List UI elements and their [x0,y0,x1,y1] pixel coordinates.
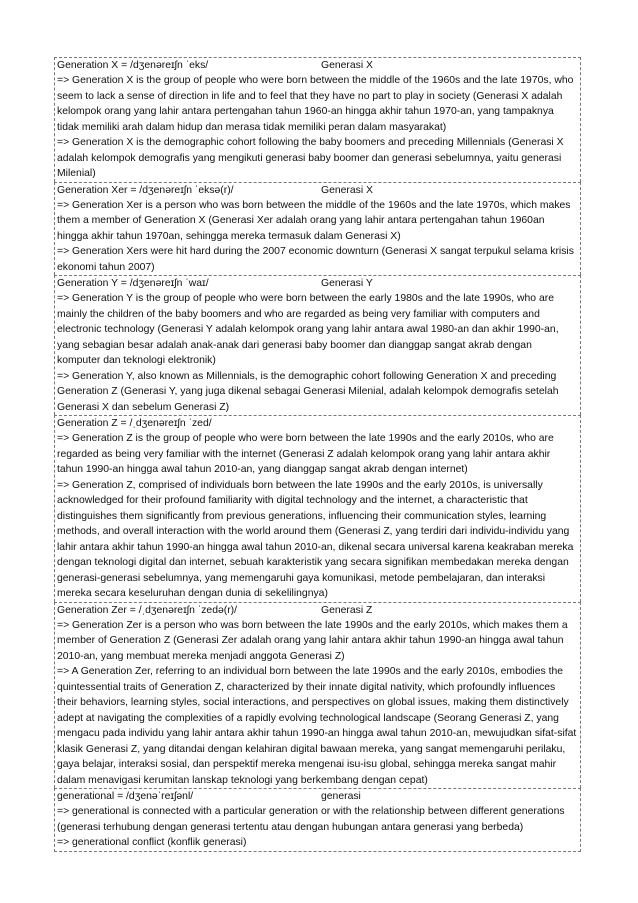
entry-translation: Generasi Y [321,278,373,289]
entry-term: Generation X = /dʒenəreɪʃn ˈeks/ [57,60,209,71]
glossary-entry [54,275,581,415]
glossary-entry [54,602,581,789]
entry-term: Generation Xer = /dʒenəreɪʃn ˈeksə(r)/ [57,184,234,196]
entry-term: Generation Z = /ˌdʒenəreɪʃn ˈzed/ [57,418,212,429]
entry-definition: => Generation Xers were hit hard during the 2007 economic downturn (Generasi X sangat terpukul selama krisis ekonomi tahun 2007) [57,246,574,273]
entry-definition: => Generation Xer is a person who was born between the middle of the 1960s and the late 1970s, which makes them a member of Generation X (Generasi Xer adalah orang yang lahir antara pertengahan tahun 1960an hingga akhir tahun 1970an, sehingga mereka termasuk dalam Generasi X) [57,199,571,242]
entry-translation: generasi [321,791,361,802]
entry-definition: => A Generation Zer, referring to an individual born between the late 1990s and the early 2010s, embodies the quintessential traits of Generation Z, characterized by their innate digital nativity, which profoundly influences their behaviors, learning styles, social interactions, and perspectives on global issues, making them distinctively adept at navigating the complexities of a rapidly evolving technological landscape (Seorang Generasi Z, yang mengacu pada individu yang lahir antara akhir tahun 1990-an hingga awal tahun 2010-an, mewujudkan sifat-sifat klasik Generasi Z, yang ditandai dengan kelahiran digital bawaan mereka, yang sangat memengaruhi perilaku, gaya belajar, interaksi sosial, dan perspektif mereka mengenai isu-isu global, sehingga mereka sangat mahir dalam menavigasi kerumitan lanskap teknologi yang berkembang dengan cepat) [57,666,577,786]
entry-heading [57,789,578,804]
entry-translation: Generasi Z [321,604,373,616]
entry-heading [57,183,578,198]
glossary-entry [54,57,581,182]
entry-definition: => Generation X is the demographic cohort following the baby boomers and preceding Millennials (Generasi X adalah kelompok demografis yang mengikuti generasi baby boomer dan generasi sebelumnya, yaitu generasi Milenial) [57,137,564,179]
dictionary-document [54,57,581,852]
entry-definition: => generational conflict (konflik generasi) [57,837,247,848]
entry-definition: => Generation Y, also known as Millennials, is the demographic cohort following Generation X and preceding Generation Z (Generasi Y, yang juga dikenal sebagai Generasi Milenial, adalah kelompok demografis setelah Generasi X dan sebelum Generasi Z) [57,370,559,413]
entry-definition: => Generation Z is the group of people who were born between the late 1990s and the early 2010s, who are regarded as being very familiar with the internet (Generasi Z adalah kelompok orang yang lahir antara akhir tahun 1990-an hingga awal tahun 2010-an, yang dianggap sangat akrab dengan internet) [57,433,554,475]
entry-definition: => Generation Z, comprised of individuals born between the late 1990s and the early 2010s, is universally acknowledged for their profound familiarity with digital technology and the internet, a characteristic that distinguishes them significantly from previous generations, influencing their communication styles, learning methods, and overall interaction with the world around them (Generasi Z, yang terdiri dari individu-individu yang lahir antara akhir tahun 1990-an hingga awal tahun 2010-an, dikenal secara universal karena keakraban mereka dengan teknologi digital dan internet, sebuah karakteristik yang secara signifikan membedakan mereka dengan generasi-generasi sebelumnya, yang memengaruhi gaya komunikasi, metode pembelajaran, dan interaksi mereka secara keseluruhan dengan dunia di sekelilingnya) [57,479,574,599]
entry-definition: => Generation Y is the group of people who were born between the early 1980s and the late 1990s, who are mainly the children of the baby boomers and who are regarded as being very familiar with computers and electronic technology (Generasi Y adalah kelompok orang yang lahir antara awal 1980-an dan akhir 1990-an, yang sebagian besar adalah anak-anak dari generasi baby boomer dan dianggap sangat akrab dengan komputer dan teknologi elektronik) [57,293,559,366]
entry-heading [57,58,578,73]
entry-definition: => generational is connected with a particular generation or with the relationship between different generations (generasi terhubung dengan generasi tertentu atau dengan hubungan antara generasi yang berbeda) [57,806,565,833]
glossary-entry [54,182,581,276]
entry-heading [57,276,578,291]
entry-heading [57,603,578,618]
entry-translation: Generasi X [321,184,373,196]
glossary-entry [54,415,581,602]
entry-term: generational = /dʒenəˈreɪʃənl/ [57,791,194,802]
entry-definition: => Generation X is the group of people who were born between the middle of the 1960s and the late 1970s, who seem to lack a sense of direction in life and to feel that they have no part to play in society (Generasi X adalah kelompok orang yang lahir antara pertengahan tahun 1960-an hingga akhir tahun 1970-an, yang tampaknya tidak memiliki arah dalam hidup dan merasa tidak memiliki peran dalam masyarakat) [57,75,574,133]
glossary-entry [54,788,581,852]
entry-definition: => Generation Zer is a person who was born between the late 1990s and the early 2010s, which makes them a member of Generation Z (Generasi Zer adalah orang yang lahir antara akhir tahun 1990-an hingga awal tahun 2010-an, yang membuat mereka menjadi anggota Generasi Z) [57,619,568,662]
entry-translation: Generasi X [321,60,373,71]
entry-heading [57,416,578,431]
entry-term: Generation Zer = /ˌdʒenəreɪʃn ˈzedə(r)/ [57,604,238,616]
entry-term: Generation Y = /dʒenəreɪʃn ˈwaɪ/ [57,278,209,289]
